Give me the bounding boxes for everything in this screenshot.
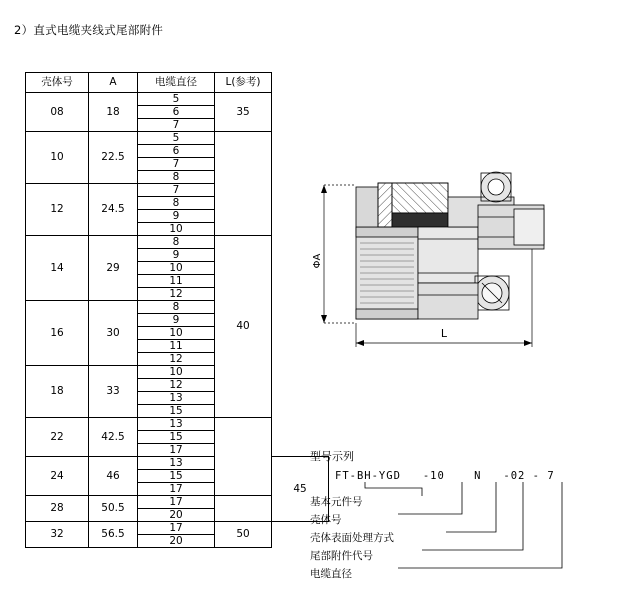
legend-item-cable-diameter: 电缆直径 [310, 568, 352, 580]
cell-cable-diameter: 10 [138, 366, 215, 379]
cell-a: 18 [89, 93, 138, 132]
cell-cable-diameter: 20 [138, 535, 215, 548]
cell-a: 46 [89, 457, 138, 496]
cell-l-reference: 35 [215, 93, 272, 132]
cell-a: 24.5 [89, 184, 138, 236]
cell-cable-diameter: 10 [138, 327, 215, 340]
cell-shell-no: 18 [26, 366, 89, 418]
legend-item-surface-treatment: 壳体表面处理方式 [310, 532, 394, 544]
cell-cable-diameter: 15 [138, 431, 215, 444]
spec-table-wrapper [25, 72, 329, 548]
cell-shell-no: 16 [26, 301, 89, 366]
cell-cable-diameter: 11 [138, 275, 215, 288]
col-header-l: L(参考) [215, 73, 272, 93]
cell-shell-no: 12 [26, 184, 89, 236]
cell-cable-diameter: 12 [138, 353, 215, 366]
cell-l-reference [215, 418, 272, 496]
cell-cable-diameter: 7 [138, 184, 215, 197]
cell-cable-diameter: 20 [138, 509, 215, 522]
cell-cable-diameter: 15 [138, 405, 215, 418]
cell-cable-diameter: 9 [138, 249, 215, 262]
cell-shell-no: 32 [26, 522, 89, 548]
cell-cable-diameter: 15 [138, 470, 215, 483]
table-row [26, 93, 329, 106]
cell-a: 22.5 [89, 132, 138, 184]
table-row [26, 236, 329, 249]
cell-a: 50.5 [89, 496, 138, 522]
cell-cable-diameter: 13 [138, 392, 215, 405]
table-header-row [26, 73, 329, 93]
cell-cable-diameter: 17 [138, 444, 215, 457]
page-title: 2）直式电缆夹线式尾部附件 [14, 23, 164, 37]
cell-cable-diameter: 9 [138, 314, 215, 327]
cell-cable-diameter: 10 [138, 223, 215, 236]
cell-cable-diameter: 7 [138, 119, 215, 132]
cell-cable-diameter: 10 [138, 262, 215, 275]
cell-l-reference: 45 [272, 457, 329, 522]
cell-cable-diameter: 7 [138, 158, 215, 171]
table-row [26, 301, 329, 314]
table-row [26, 184, 329, 197]
cell-cable-diameter: 13 [138, 457, 215, 470]
connector-drawing [310, 165, 610, 365]
legend-item-shell-no: 壳体号 [310, 514, 342, 526]
cell-a: 42.5 [89, 418, 138, 457]
dimension-a-label: ΦA [312, 253, 323, 269]
cell-shell-no: 14 [26, 236, 89, 301]
cell-shell-no: 22 [26, 418, 89, 457]
cell-cable-diameter: 13 [138, 418, 215, 431]
cell-cable-diameter: 17 [138, 496, 215, 509]
col-header-shell: 壳体号 [26, 73, 89, 93]
model-code-legend [310, 448, 610, 598]
cell-cable-diameter: 8 [138, 197, 215, 210]
cell-cable-diameter: 17 [138, 483, 215, 496]
cell-cable-diameter: 9 [138, 210, 215, 223]
cell-a: 33 [89, 366, 138, 418]
cell-cable-diameter: 5 [138, 93, 215, 106]
cell-cable-diameter: 8 [138, 171, 215, 184]
legend-item-base-part: 基本元件号 [310, 496, 363, 508]
cell-shell-no: 24 [26, 457, 89, 496]
table-row [26, 418, 329, 431]
cell-cable-diameter: 17 [138, 522, 215, 535]
cell-cable-diameter: 8 [138, 301, 215, 314]
cell-cable-diameter: 8 [138, 236, 215, 249]
cell-shell-no: 10 [26, 132, 89, 184]
cell-shell-no: 08 [26, 93, 89, 132]
cell-cable-diameter: 5 [138, 132, 215, 145]
dimension-l-label: L [440, 327, 448, 340]
cell-l-reference: 50 [215, 522, 272, 548]
cell-l-reference [215, 132, 272, 236]
cell-cable-diameter: 6 [138, 145, 215, 158]
legend-title: 型号示列 [310, 450, 354, 463]
model-code: FT-BH-YGD -10 N -02 - 7 [335, 470, 555, 482]
cell-cable-diameter: 6 [138, 106, 215, 119]
cell-cable-diameter: 12 [138, 288, 215, 301]
cell-l-reference: 40 [215, 236, 272, 418]
cell-a: 30 [89, 301, 138, 366]
cell-shell-no: 28 [26, 496, 89, 522]
connector-drawing-svg [310, 165, 610, 365]
col-header-a: A [89, 73, 138, 93]
table-row [26, 522, 329, 535]
cell-cable-diameter: 11 [138, 340, 215, 353]
col-header-cable-diameter: 电缆直径 [138, 73, 215, 93]
legend-item-tail-accessory-code: 尾部附件代号 [310, 550, 373, 562]
table-row [26, 366, 329, 379]
table-row [26, 457, 329, 470]
dimension-a [321, 185, 356, 323]
spec-table [25, 72, 329, 548]
table-row [26, 132, 329, 145]
cell-a: 56.5 [89, 522, 138, 548]
cell-cable-diameter: 12 [138, 379, 215, 392]
cell-a: 29 [89, 236, 138, 301]
